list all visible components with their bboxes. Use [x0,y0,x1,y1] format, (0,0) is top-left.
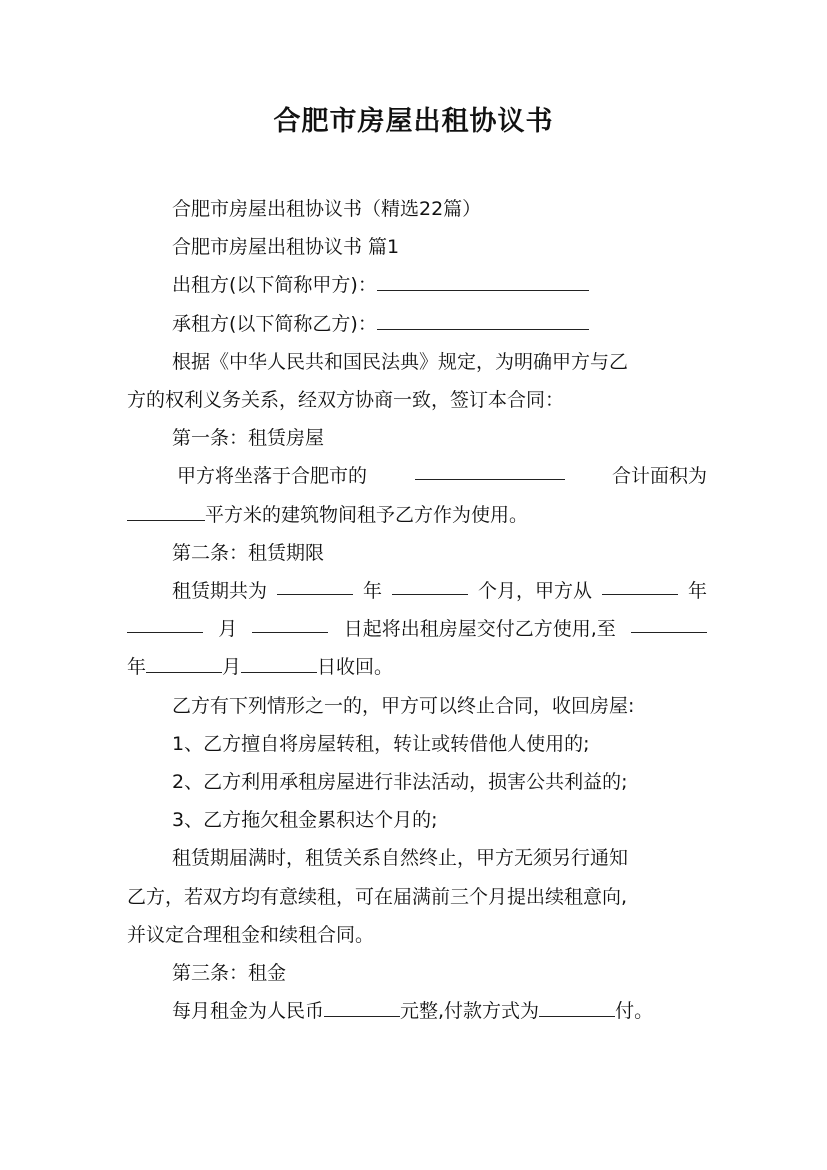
text-span: 平方米的建筑物间租予乙方作为使用。 [205,503,529,526]
end-year-blank [631,610,707,633]
clause-2-line [127,648,707,686]
start-year-blank [602,572,678,595]
text-span: 月 [218,618,238,641]
lessee-line [127,305,707,343]
start-month-blank [127,610,203,633]
rent-amount-blank [324,994,400,1017]
text-span: 年 [687,580,707,603]
text-span: 月 [222,656,242,679]
lessor-line [127,266,707,304]
list-item: 2、乙方利用承租房屋进行非法活动，损害公共利益的; [172,771,628,794]
text-span: 年 [127,656,147,679]
list-item: 1、乙方擅自将房屋转租，转让或转借他人使用的; [172,732,590,755]
list-item: 3、乙方拖欠租金累积达个月的; [172,809,438,832]
lessee-blank [377,307,589,330]
end-day-blank [241,650,317,673]
lessee-label: 承租方(以下简称乙方)： [172,312,377,335]
paragraph-line: 方的权利义务关系，经双方协商一致，签订本合同： [127,389,565,412]
subtitle-line: 合肥市房屋出租协议书（精选22篇） [172,198,482,220]
area-blank [127,498,205,521]
clause-heading: 第二条：租赁期限 [172,541,325,564]
text-span: 年 [362,580,382,603]
text-span: 合计面积为 [611,465,707,488]
text-span: 个月，甲方从 [477,580,592,603]
section-heading: 合肥市房屋出租协议书 篇1 [172,236,400,259]
clause-1-line [127,496,707,534]
text-span: 日收回。 [317,656,394,679]
text-span: 每月租金为人民币 [172,1000,325,1023]
clause-1-line [127,457,707,495]
lessor-label: 出租方(以下简称甲方)： [172,274,377,297]
text-span: 甲方将坐落于合肥市的 [177,465,368,488]
clause-heading: 第一条：租赁房屋 [172,427,325,450]
text-span: 租赁期共为 [172,580,268,603]
paragraph-line: 并议定合理租金和续租合同。 [127,923,375,946]
text-span: 日起将出租房屋交付乙方使用,至 [343,618,616,641]
document-body [127,190,707,1030]
paragraph-line: 根据《中华人民共和国民法典》规定，为明确甲方与乙 [172,350,629,373]
years-blank [277,572,353,595]
location-blank [415,457,565,480]
clause-2-line [127,610,707,648]
lessor-blank [377,268,589,291]
text-span: 元整,付款方式为 [400,1000,540,1023]
text-span: 付。 [615,1000,654,1023]
start-day-blank [252,610,328,633]
paragraph-line: 乙方，若双方均有意续租，可在届满前三个月提出续租意向, [127,885,628,908]
months-blank [392,572,468,595]
paragraph-line: 租赁期届满时，租赁关系自然终止，甲方无须另行通知 [172,847,629,870]
clause-heading: 第三条：租金 [172,962,287,985]
document-title: 合肥市房屋出租协议书 [273,106,554,137]
clause-2-line [127,572,707,610]
clause-3-line [127,992,707,1030]
payment-method-blank [539,994,615,1017]
end-month-blank [146,650,222,673]
paragraph-line: 乙方有下列情形之一的，甲方可以终止合同，收回房屋: [172,694,635,717]
